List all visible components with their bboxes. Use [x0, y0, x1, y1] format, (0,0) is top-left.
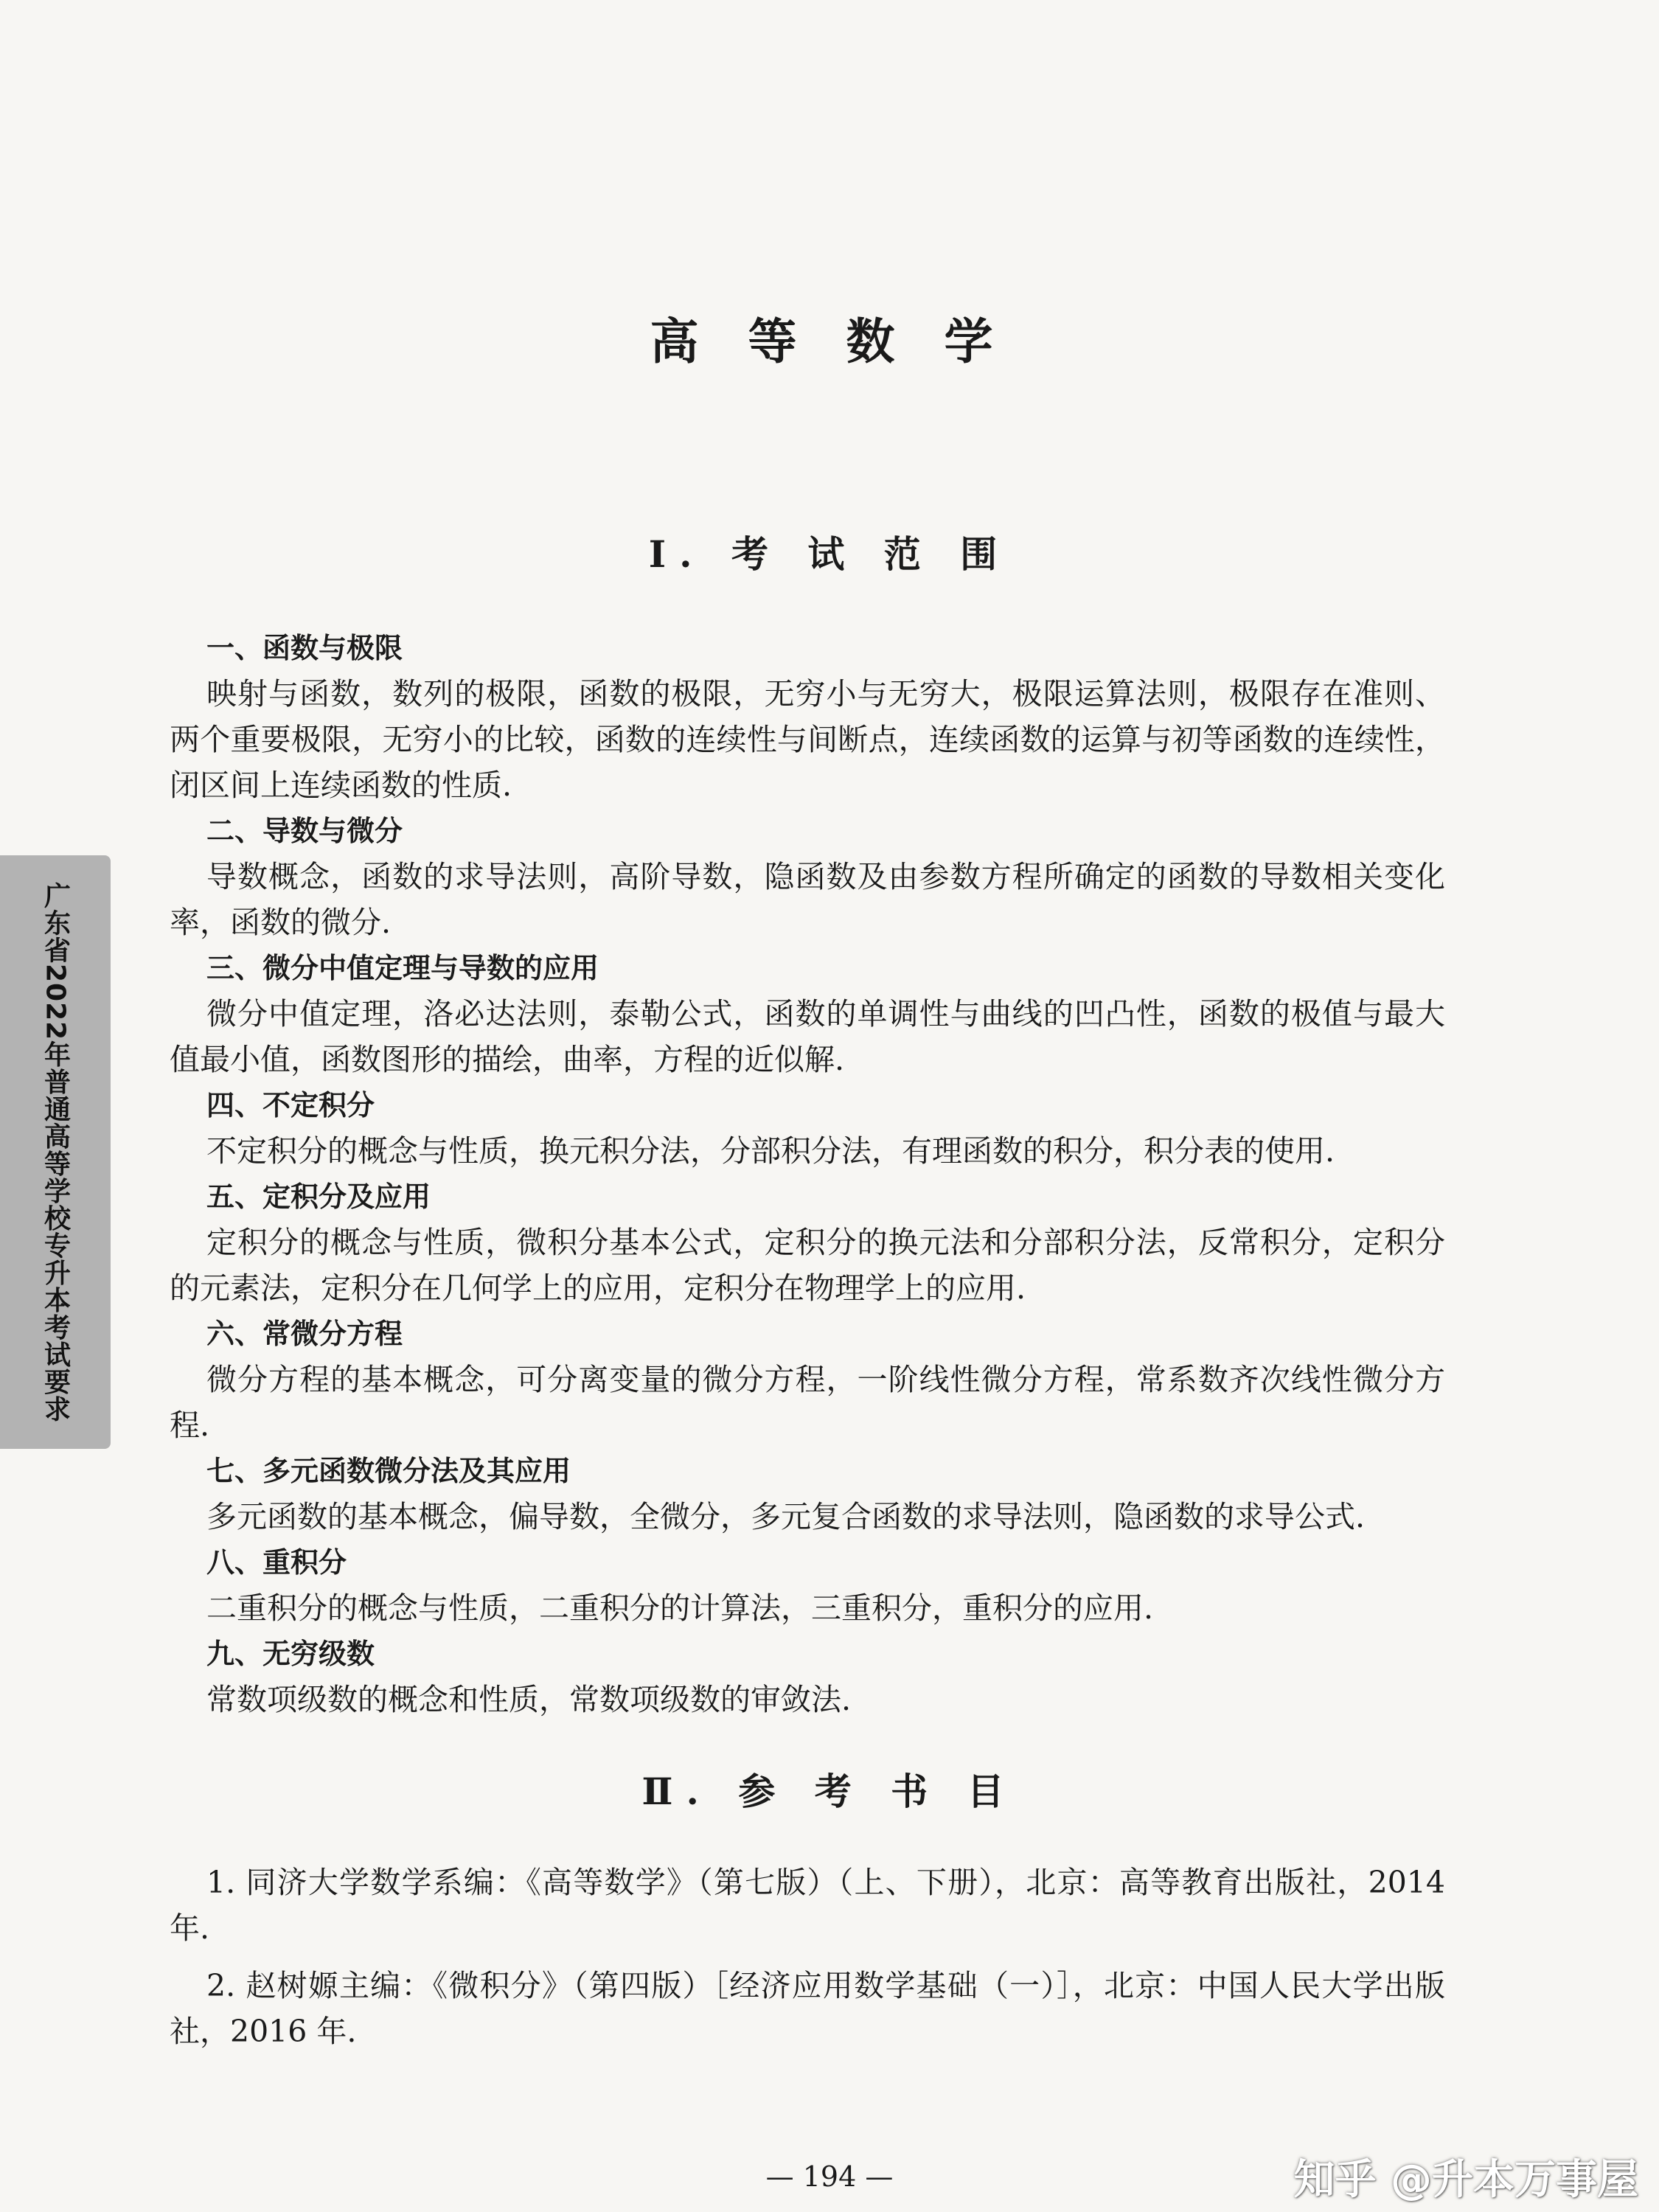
topic-body: 导数概念，函数的求导法则，高阶导数，隐函数及由参数方程所确定的函数的导数相关变化率，函数的微分. [170, 859, 1445, 940]
section-heading-exam-scope: Ⅰ. 考 试 范 围 [648, 532, 1011, 576]
topic-heading: 四、不定积分 [206, 1089, 375, 1121]
topic-body: 微分方程的基本概念，可分离变量的微分方程，一阶线性微分方程，常系数齐次线性微分方程. [170, 1362, 1445, 1443]
topic-item [170, 808, 1445, 945]
topic-heading: 三、微分中值定理与导数的应用 [206, 952, 599, 984]
topic-body: 定积分的概念与性质，微积分基本公式，定积分的换元法和分部积分法，反常积分，定积分的元素法，定积分在几何学上的应用，定积分在物理学上的应用. [170, 1225, 1445, 1306]
topic-heading: 一、函数与极限 [206, 632, 403, 664]
topic-item [170, 1631, 1445, 1722]
topic-heading: 七、多元函数微分法及其应用 [206, 1455, 571, 1487]
page-title: 高 等 数 学 [650, 313, 1009, 370]
topic-list [170, 625, 1445, 1722]
topic-body: 不定积分的概念与性质，换元积分法，分部积分法，有理函数的积分，积分表的使用. [206, 1133, 1335, 1169]
topic-body: 常数项级数的概念和性质，常数项级数的审敛法. [206, 1682, 852, 1717]
topic-body: 二重积分的概念与性质，二重积分的计算法，三重积分，重积分的应用. [206, 1590, 1154, 1626]
topic-item [170, 1311, 1445, 1448]
topic-body: 微分中值定理，洛必达法则，泰勒公式，函数的单调性与曲线的凹凸性，函数的极值与最大值最小值，函数图形的描绘，曲率，方程的近似解. [170, 996, 1445, 1077]
topic-heading: 八、重积分 [206, 1546, 347, 1579]
topic-item [170, 625, 1445, 808]
side-tab [0, 855, 111, 1449]
topic-body: 多元函数的基本概念，偏导数，全微分，多元复合函数的求导法则，隐函数的求导公式. [206, 1499, 1366, 1534]
side-tab-label: 广东省2022年普通高等学校专升本考试要求 [40, 881, 71, 1423]
topic-item [170, 1174, 1445, 1311]
page-number: — 194 — [765, 2160, 894, 2193]
topic-heading: 二、导数与微分 [206, 815, 403, 847]
topic-item [170, 1540, 1445, 1631]
topic-item [170, 1082, 1445, 1174]
topic-item [170, 945, 1445, 1082]
topic-heading: 九、无穷级数 [206, 1638, 375, 1670]
reference-item: 2. 赵树嫄主编：《微积分》（第四版）［经济应用数学基础（一）］，北京：中国人民大学出版社，2016 年. [170, 1968, 1445, 2049]
topic-body: 映射与函数，数列的极限，函数的极限，无穷小与无穷大，极限运算法则，极限存在准则、两个重要极限，无穷小的比较，函数的连续性与间断点，连续函数的运算与初等函数的连续性，闭区间上连续函数的性质. [170, 676, 1445, 803]
topic-item [170, 1448, 1445, 1540]
topic-heading: 五、定积分及应用 [206, 1180, 431, 1213]
reference-item: 1. 同济大学数学系编：《高等数学》（第七版）（上、下册），北京：高等教育出版社，2014 年. [170, 1865, 1445, 1946]
topic-heading: 六、常微分方程 [206, 1318, 403, 1350]
watermark: 知乎 @升本万事屋 [1293, 2156, 1638, 2204]
section-heading-references: Ⅱ. 参 考 书 目 [641, 1770, 1018, 1813]
reference-list [170, 1860, 1445, 2066]
